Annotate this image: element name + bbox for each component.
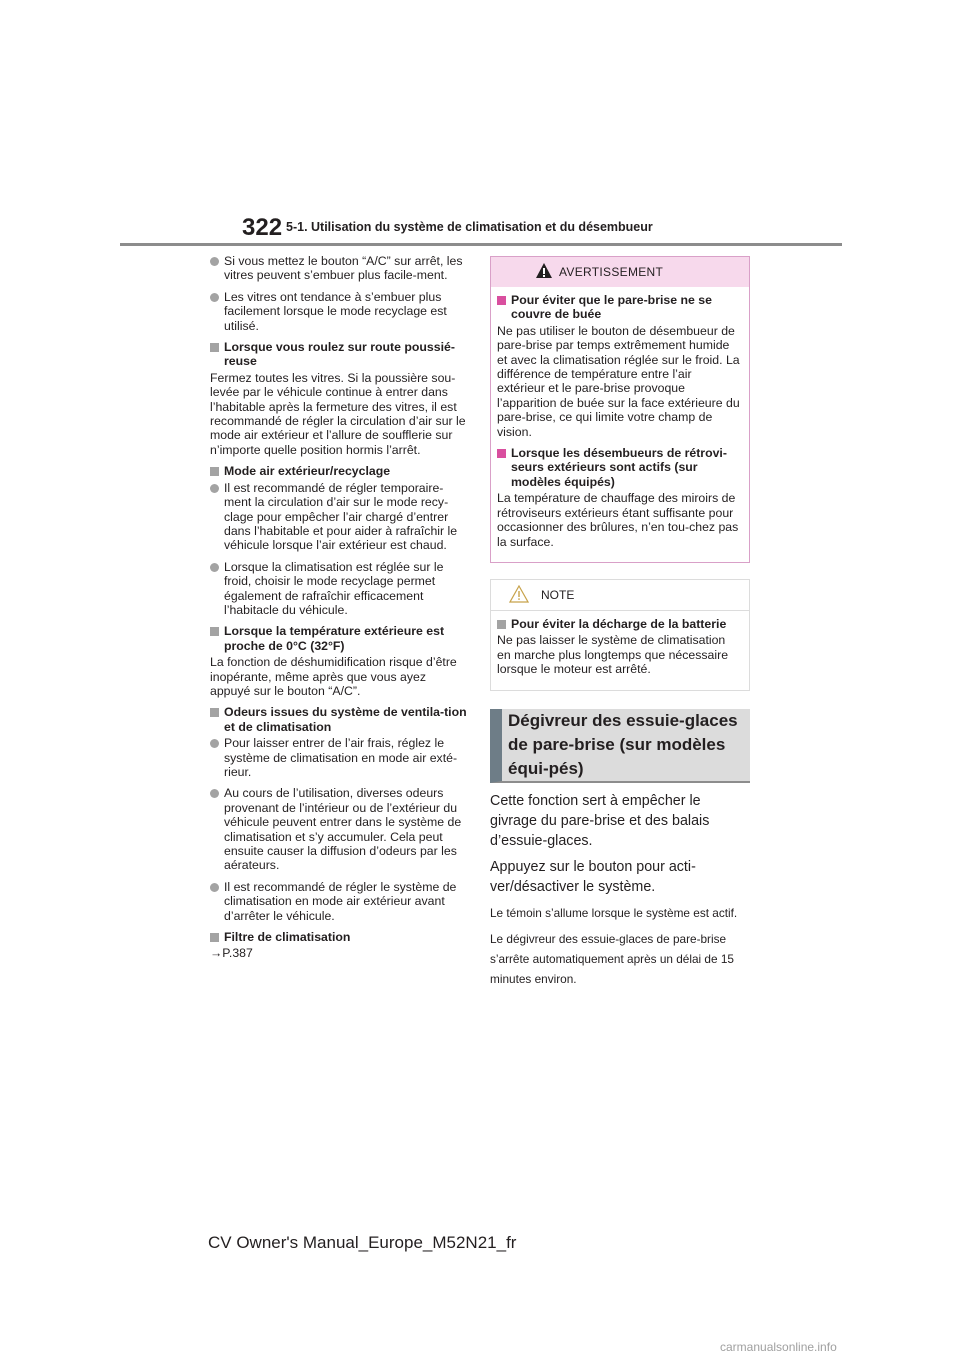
bullet-item: Il est recommandé de régler temporaire-ment la circulation d’air sur le mode recy-clage pour empêcher l’air chargé d’entrer dans l’habitable et pour aider à rafraîchir le véhicule lorsque l’air extérieur est chaud. xyxy=(210,481,468,553)
paragraph: Appuyez sur le bouton pour acti-ver/désactiver le système. xyxy=(490,858,696,895)
paragraph: La température de chauffage des miroirs de rétroviseurs extérieurs étant suffisante pour occasionner des brûlures, n’en tou-chez pas la surface. xyxy=(497,491,739,549)
bullet-item: Les vitres ont tendance à s’embuer plus facilement lorsque le mode recyclage est utilisé. xyxy=(210,290,468,333)
page-number: 322 xyxy=(242,214,283,241)
square-bullet-icon xyxy=(497,296,506,305)
square-bullet-icon xyxy=(210,627,219,636)
paragraph: Cette fonction sert à empêcher le givrage du pare-brise et des balais d’essuie-glaces. xyxy=(490,792,710,849)
warning-title: AVERTISSEMENT xyxy=(559,265,664,279)
header-divider xyxy=(120,243,842,246)
paragraph: Le dégivreur des essuie-glaces de pare-brise s’arrête automatiquement après un délai de 15 minutes environ. xyxy=(490,931,734,986)
subheading: Pour éviter la décharge de la batterie xyxy=(497,617,741,631)
subheading: Lorsque vous roulez sur route poussié-reuse xyxy=(210,340,468,369)
watermark: carmanualsonline.info xyxy=(720,1340,837,1354)
subheading: Odeurs issues du système de ventila-tion et de climatisation xyxy=(210,705,468,734)
paragraph: Fermez toutes les vitres. Si la poussière sou-levée par le véhicule continue à entrer dans l’habitable après la fermeture des vitres, il est recommandé de régler la circulation d’air sur le mode air extérieur et l’allure de soufflerie sur n’importe quelle position hormis l’arrêt. xyxy=(210,370,466,457)
warning-box xyxy=(490,256,750,563)
note-header xyxy=(491,580,749,611)
section-heading: Dégivreur des essuie-glaces de pare-brise (sur modèles équi-pés) xyxy=(490,709,750,783)
note-title: NOTE xyxy=(541,587,575,602)
subheading: Pour éviter que le pare-brise ne se couvre de buée xyxy=(497,293,741,322)
bullet-dot-icon xyxy=(210,293,219,302)
subheading: Mode air extérieur/recyclage xyxy=(210,464,468,478)
bullet-item: Lorsque la climatisation est réglée sur le froid, choisir le mode recyclage permet également de rafraîchir efficacement l’habitacle du véhicule. xyxy=(210,560,468,618)
bullet-dot-icon xyxy=(210,484,219,493)
square-bullet-icon xyxy=(210,343,219,352)
square-bullet-icon xyxy=(497,449,506,458)
note-box xyxy=(490,579,750,691)
page-header xyxy=(0,0,960,250)
bullet-item: Si vous mettez le bouton “A/C” sur arrêt, les vitres peuvent s’embuer plus facile-ment. xyxy=(210,254,468,283)
square-bullet-icon xyxy=(210,708,219,717)
paragraph: Le témoin s’allume lorsque le système est actif. xyxy=(490,905,738,920)
manual-footer: CV Owner's Manual_Europe_M52N21_fr xyxy=(208,1233,517,1252)
square-bullet-icon xyxy=(210,467,219,476)
subheading: Lorsque la température extérieure est proche de 0°C (32°F) xyxy=(210,624,468,653)
warning-body xyxy=(491,287,749,562)
caution-triangle-icon xyxy=(509,585,529,603)
paragraph: Ne pas utiliser le bouton de désembueur de pare-brise par temps extrêmement humide et avec la climatisation réglée sur le froid. La différence de température entre l’air extérieur et le pare-brise provoque l’apparition de buée sur la face extérieure du pare-brise, ce qui limite votre champ de vision. xyxy=(497,323,740,439)
square-bullet-icon xyxy=(210,933,219,942)
warning-triangle-icon xyxy=(535,262,553,279)
subheading: Filtre de climatisation xyxy=(210,930,468,944)
paragraph: Ne pas laisser le système de climatisation en marche plus longtemps que nécessaire lorsque le moteur est arrêté. xyxy=(497,633,729,677)
bullet-dot-icon xyxy=(210,739,219,748)
bullet-item: Il est recommandé de régler le système de climatisation en mode air extérieur avant d’arrêter le véhicule. xyxy=(210,880,468,923)
bullet-dot-icon xyxy=(210,883,219,892)
square-bullet-icon xyxy=(497,620,506,629)
bullet-dot-icon xyxy=(210,789,219,798)
bullet-dot-icon xyxy=(210,257,219,266)
note-body xyxy=(491,611,749,690)
page-reference-link[interactable]: →P.387 xyxy=(210,946,253,961)
subheading: Lorsque les désembueurs de rétrovi-seurs extérieurs sont actifs (sur modèles équipés) xyxy=(497,446,741,489)
warning-header xyxy=(491,257,749,287)
left-column xyxy=(210,254,468,968)
bullet-item: Au cours de l’utilisation, diverses odeurs provenant de l’intérieur ou de l’extérieur du véhicule peuvent entrer dans le système de climatisation et s’y accumuler. Cela peut ensuite causer la diffusion d’odeurs par les aérateurs. xyxy=(210,786,468,872)
bullet-item: Pour laisser entrer de l’air frais, réglez le système de climatisation en mode air exté-rieur. xyxy=(210,736,468,779)
right-column xyxy=(490,256,750,995)
section-title: 5-1. Utilisation du système de climatisation et du désembueur xyxy=(286,220,653,234)
bullet-dot-icon xyxy=(210,563,219,572)
paragraph: La fonction de déshumidification risque d’être inopérante, même après que vous ayez appuyé sur le bouton “A/C”. xyxy=(210,655,457,698)
